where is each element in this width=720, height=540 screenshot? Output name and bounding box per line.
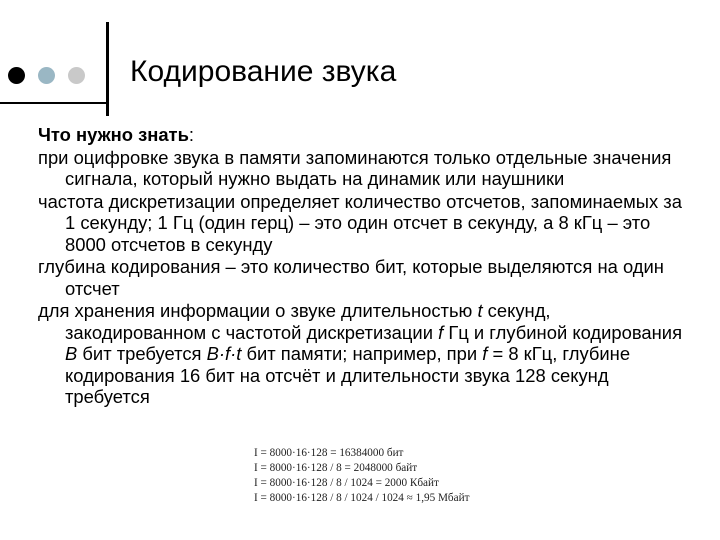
storage-text-e: бит памяти; например, при — [241, 343, 483, 364]
formula-line-mbytes: I = 8000·16·128 / 8 / 1024 / 1024 ≈ 1,95 Мбайт — [254, 492, 470, 504]
var-b: B — [65, 343, 78, 364]
intro-bold: Что нужно знать — [38, 124, 189, 145]
formula-line-bytes: I = 8000·16·128 / 8 = 2048000 байт — [254, 462, 418, 474]
vertical-divider — [106, 22, 109, 116]
slide-body — [38, 124, 688, 409]
formula-line-kbytes: I = 8000·16·128 / 8 / 1024 = 2000 Кбайт — [254, 477, 439, 489]
decorative-dot-black — [8, 67, 25, 84]
intro-line — [38, 124, 688, 146]
formula-block — [254, 446, 470, 506]
paragraph-sampling-rate: частота дискретизации определяет количество отсчетов, запоминаемых за 1 секунду; 1 Гц (один герц) – это один отсчет в секунду, а 8 кГц – это 8000 отсчетов в секунду — [38, 190, 682, 255]
formula-bft: B·f·t — [206, 343, 242, 364]
decorative-dot-blue — [38, 67, 55, 84]
formula-line-bits: I = 8000·16·128 = 16384000 бит — [254, 447, 404, 459]
slide-title: Кодирование звука — [130, 55, 397, 88]
decorative-dot-gray — [68, 67, 85, 84]
storage-text-b: секунд, закодированном с частотой дискретизации — [65, 300, 551, 343]
var-t: t — [477, 300, 483, 321]
var-f-example: f — [482, 343, 488, 364]
paragraph-digitization: при оцифровке звука в памяти запоминаются только отдельные значения сигнала, который нужно выдать на динамик или наушники — [38, 146, 672, 189]
horizontal-divider — [0, 102, 106, 104]
var-f: f — [438, 321, 444, 343]
storage-text-c: Гц и глубиной кодирования — [443, 321, 683, 343]
storage-text-g: = 8 кГц, глубине кодирования 16 бит на отсчёт и длительности звука 128 секунд требуется — [65, 343, 631, 407]
intro-colon: : — [188, 124, 194, 145]
paragraph-storage — [38, 300, 688, 408]
paragraph-bit-depth: глубина кодирования – это количество бит, которые выделяются на один отсчет — [38, 256, 664, 299]
storage-text-a: для хранения информации о звуке длительностью — [38, 300, 478, 321]
storage-text-d: бит требуется — [77, 343, 207, 364]
